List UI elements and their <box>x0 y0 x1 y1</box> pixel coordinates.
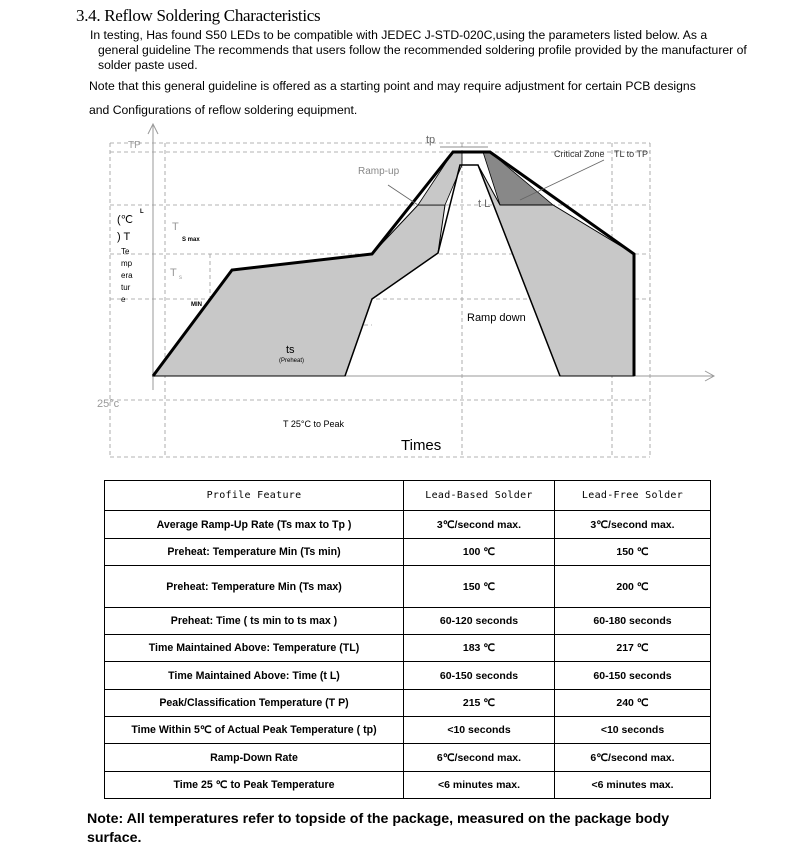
x-axis-label: Times <box>401 437 442 454</box>
critical-zone-label: Critical Zone <box>554 149 605 159</box>
ylabel-e: era <box>121 271 133 280</box>
min-label: MIN <box>191 302 202 308</box>
ramp-up-label: Ramp-up <box>358 166 400 177</box>
table-row <box>105 772 711 799</box>
cell-lead-based: 150 ℃ <box>404 566 555 608</box>
ylabel-b: ) T <box>117 231 131 243</box>
cell-lead-free: <10 seconds <box>555 717 711 744</box>
table-row <box>105 608 711 635</box>
cell-lead-free: 3℃/second max. <box>555 511 711 539</box>
ylabel-f: tur <box>121 283 131 292</box>
table-header-row <box>105 481 711 511</box>
ylabel-c: Te <box>121 247 130 256</box>
ts-max-label: S max <box>182 237 200 243</box>
cell-lead-based: 100 ℃ <box>404 539 555 566</box>
ramp-down-label: Ramp down <box>467 312 526 324</box>
cell-lead-free: 60-180 seconds <box>555 608 711 635</box>
cell-feature: Time Within 5℃ of Actual Peak Temperature ( tp) <box>105 717 404 744</box>
preheat-label: (Preheat) <box>279 358 305 364</box>
cell-lead-free: 150 ℃ <box>555 539 711 566</box>
reflow-parameters-table <box>104 480 711 799</box>
intro-line-3: solder paste used. <box>98 58 198 72</box>
tl-axis-label: L <box>140 209 144 215</box>
cell-feature: Preheat: Temperature Min (Ts min) <box>105 539 404 566</box>
section-heading: 3.4. Reflow Soldering Characteristics <box>76 6 321 25</box>
cell-lead-free: 6℃/second max. <box>555 744 711 772</box>
ylabel-a: (℃ <box>117 214 134 226</box>
cell-lead-based: 6℃/second max. <box>404 744 555 772</box>
cell-feature: Peak/Classification Temperature (T P) <box>105 690 404 717</box>
header-profile-feature: Profile Feature <box>105 481 404 511</box>
cell-feature: Ramp-Down Rate <box>105 744 404 772</box>
table-row <box>105 539 711 566</box>
cell-lead-free: 200 ℃ <box>555 566 711 608</box>
table-row <box>105 662 711 690</box>
cell-lead-based: <10 seconds <box>404 717 555 744</box>
intro-line-2: general guideline The recommends that users follow the recommended soldering profile provided by the manufacturer of <box>98 43 747 57</box>
t25-label: 25°c <box>97 398 120 410</box>
tp-axis-label: TP <box>128 140 141 151</box>
ts-min-t: T <box>170 267 177 279</box>
t25-to-peak-label: T 25°C to Peak <box>283 419 344 429</box>
table-row <box>105 635 711 662</box>
intro-line-1: In testing, Has found S50 LEDs to be compatible with JEDEC J-STD-020C,using the parameters listed below. As a <box>90 28 708 42</box>
guideline-note-line-1: Note that this general guideline is offered as a starting point and may require adjustment for certain PCB designs <box>89 79 696 93</box>
header-lead-free: Lead-Free Solder <box>555 481 711 511</box>
ts-max-t: T <box>172 221 179 233</box>
table-row <box>105 690 711 717</box>
reflow-profile-chart <box>0 120 793 460</box>
cell-feature: Preheat: Time ( ts min to ts max ) <box>105 608 404 635</box>
cell-lead-free: 240 ℃ <box>555 690 711 717</box>
cell-lead-based: 60-120 seconds <box>404 608 555 635</box>
guideline-note-line-2: and Configurations of reflow soldering equipment. <box>89 103 358 117</box>
table-row <box>105 566 711 608</box>
cell-lead-based: <6 minutes max. <box>404 772 555 799</box>
cell-lead-free: <6 minutes max. <box>555 772 711 799</box>
tp-label: tp <box>426 134 436 146</box>
ts-min-sub: s <box>179 275 182 281</box>
cell-feature: Time Maintained Above: Temperature (TL) <box>105 635 404 662</box>
cell-lead-free: 60-150 seconds <box>555 662 711 690</box>
cell-lead-based: 60-150 seconds <box>404 662 555 690</box>
ylabel-g: e <box>121 295 126 304</box>
cell-lead-based: 183 ℃ <box>404 635 555 662</box>
cell-feature: Preheat: Temperature Min (Ts max) <box>105 566 404 608</box>
peak-zone-left <box>418 152 462 205</box>
intro-paragraph <box>90 28 750 73</box>
ts-label: ts <box>286 344 295 356</box>
ylabel-d: mp <box>121 259 133 268</box>
cell-lead-based: 3℃/second max. <box>404 511 555 539</box>
temperature-note: Note: All temperatures refer to topside of the package, measured on the package body surface. <box>87 811 670 846</box>
preheat-zone <box>153 205 445 376</box>
table-row <box>105 717 711 744</box>
tl-to-tp-label: TL to TP <box>614 149 649 159</box>
cell-lead-free: 217 ℃ <box>555 635 711 662</box>
cell-feature: Time Maintained Above: Time (t L) <box>105 662 404 690</box>
cell-lead-based: 215 ℃ <box>404 690 555 717</box>
cell-feature: Time 25 ℃ to Peak Temperature <box>105 772 404 799</box>
header-lead-based: Lead-Based Solder <box>404 481 555 511</box>
table-row <box>105 744 711 772</box>
table-row <box>105 511 711 539</box>
tl-label: t L <box>478 198 491 210</box>
cell-feature: Average Ramp-Up Rate (Ts max to Tp ) <box>105 511 404 539</box>
